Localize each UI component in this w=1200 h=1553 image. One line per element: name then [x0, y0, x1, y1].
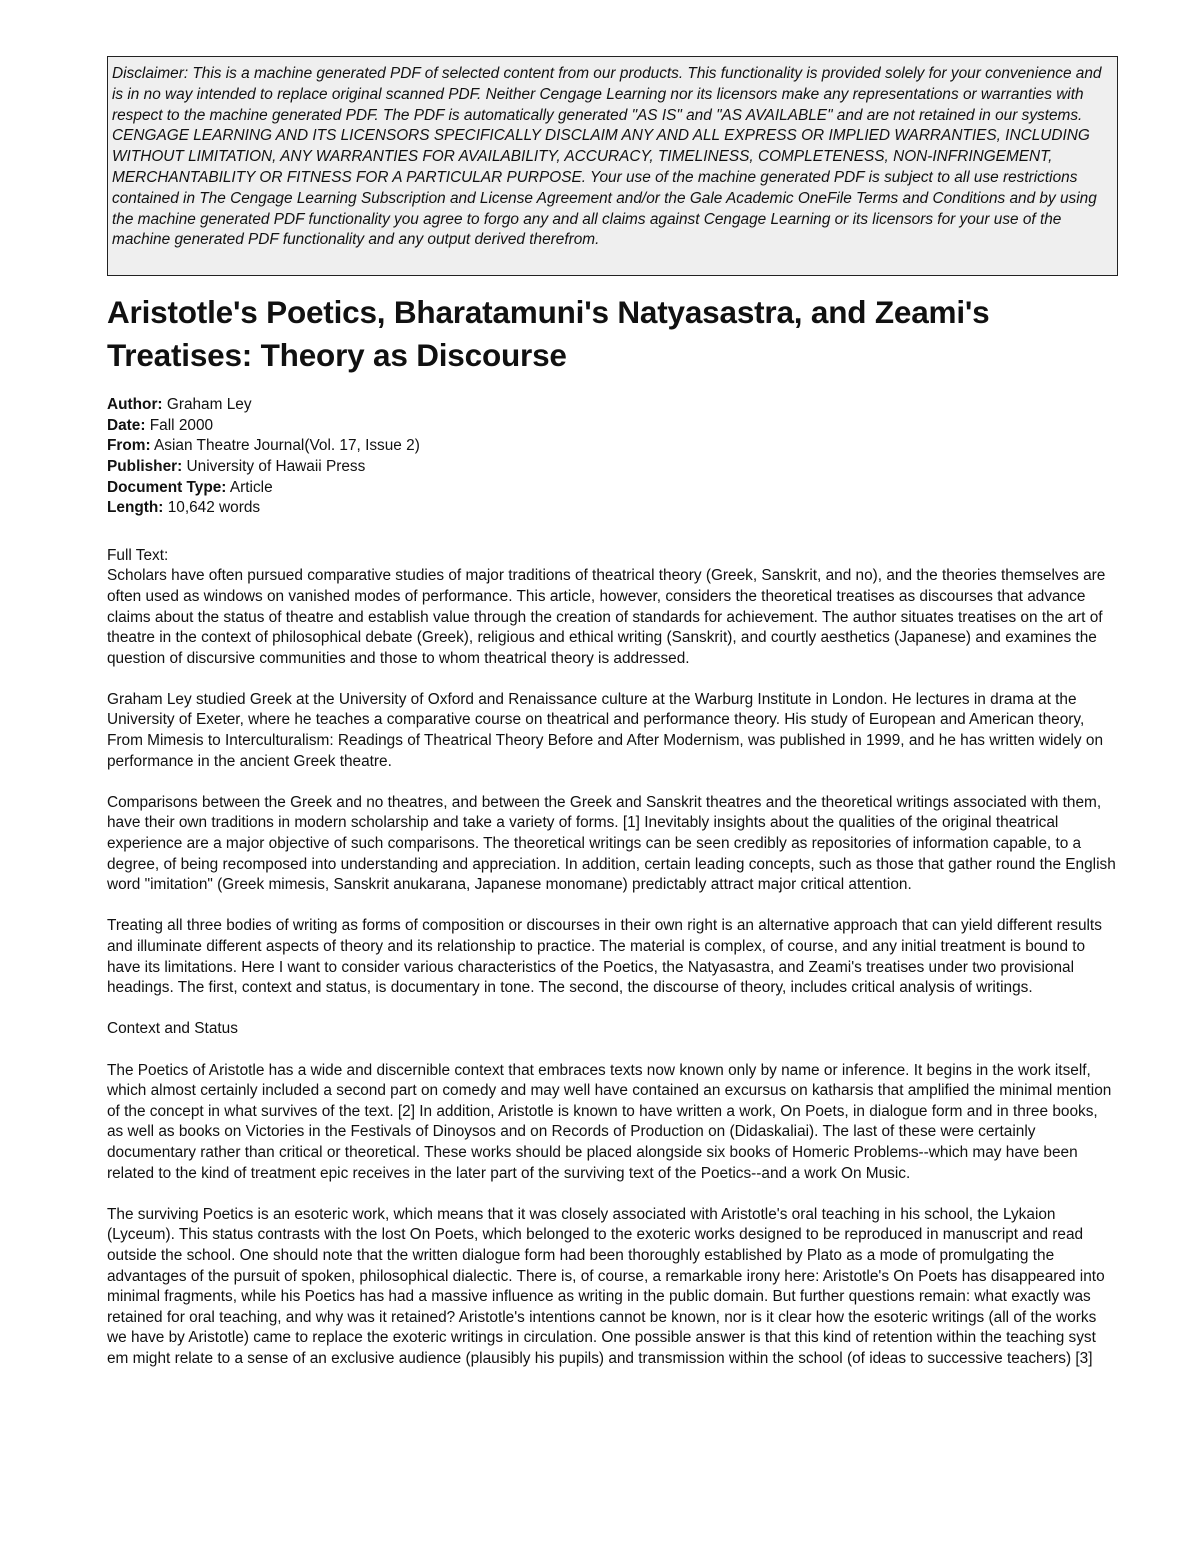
- meta-date-label: Date:: [107, 416, 146, 434]
- meta-length-value: 10,642 words: [167, 499, 261, 517]
- meta-from-label: From:: [107, 437, 151, 455]
- article-title: Aristotle's Poetics, Bharatamuni's Natyasastra, and Zeami's Treatises: Theory as Discourse: [107, 294, 990, 374]
- article-body: [107, 566, 1118, 1369]
- meta-author-label: Author:: [107, 396, 163, 414]
- body-paragraph: The surviving Poetics is an esoteric work, which means that it was closely associated with Aristotle's oral teaching in his school, the Lykaion (Lyceum). This status contrasts with the lost On Poets, which belonged to the exoteric works designed to be reproduced in manuscript and read outside the school. One should note that the written dialogue form had been thoroughly established by Plato as a mode of promulgating the advantages of the pursuit of spoken, philosophical dialectic. There is, of course, a remarkable irony here: Aristotle's On Poets has disappeared into minimal fragments, while his Poetics has had a massive influence as writing in the public domain. But further questions remain: what exactly was retained for oral teaching, and why was it retained? Aristotle's intentions cannot be known, nor is it clear how the esoteric writings (all of the works we have by Aristotle) came to replace the exoteric writings in circulation. One possible answer is that this kind of retention within the teaching syst em might relate to a sense of an exclusive audience (plausibly his pupils) and transmission within the school (of ideas to successive teachers) [3]: [107, 1205, 1105, 1367]
- meta-date-value: Fall 2000: [149, 416, 214, 434]
- body-paragraph: Scholars have often pursued comparative studies of major traditions of theatrical theory (Greek, Sanskrit, and no), and the theories themselves are often used as windows on vanished modes of performance. This article, however, considers the theoretical treatises as discourses that advance claims about the status of theatre and establish value through the creation of standards for achievement. The author situates treatises on the art of theatre in the context of philosophical debate (Greek), religious and ethical writing (Sanskrit), and courtly aesthetics (Japanese) and examines the question of discursive communities and those to whom theatrical theory is addressed.: [107, 567, 1106, 667]
- meta-author-value: Graham Ley: [166, 396, 252, 414]
- disclaimer-box: Disclaimer: This is a machine generated PDF of selected content from our products. This functionality is provided solely for your convenience and is in no way intended to replace original scanned PDF. Neither Cengage Learning nor its licensors make any representations or warranties with respect to the machine generated PDF. The PDF is automatically generated "AS IS" and "AS AVAILABLE" and are not retained in our systems. CENGAGE LEARNING AND ITS LICENSORS SPECIFICALLY DISCLAIM ANY AND ALL EXPRESS OR IMPLIED WARRANTIES, INCLUDING WITHOUT LIMITATION, ANY WARRANTIES FOR AVAILABILITY, ACCURACY, TIMELINESS, COMPLETENESS, NON-INFRINGEMENT, MERCHANTABILITY OR FITNESS FOR A PARTICULAR PURPOSE. Your use of the machine generated PDF is subject to all use restrictions contained in The Cengage Learning Subscription and License Agreement and/or the Gale Academic OneFile Terms and Conditions and by using the machine generated PDF functionality you agree to forgo any and all claims against Cengage Learning or its licensors for your use of the machine generated PDF functionality and any output derived therefrom.: [107, 56, 1118, 276]
- section-heading: Context and Status: [107, 1020, 238, 1038]
- meta-document-type: [107, 478, 1118, 499]
- body-paragraph: The Poetics of Aristotle has a wide and discernible context that embraces texts now known only by name or inference. It begins in the work itself, which almost certainly included a second part on comedy and may well have contained an excursus on katharsis that amplified the minimal mention of the concept in what survives of the text. [2] In addition, Aristotle is known to have written a work, On Poets, in dialogue form and in three books, as well as books on Victories in the Festivals of Dinoysos and on Records of Production on (Didaskaliai). The last of these were certainly documentary rather than critical or theoretical. These works should be placed alongside six books of Homeric Problems--which may have been related to the kind of treatment epic receives in the later part of the surviving text of the Poetics--and a work On Music.: [107, 1061, 1112, 1182]
- body-paragraph: Graham Ley studied Greek at the University of Oxford and Renaissance culture at the Warburg Institute in London. He lectures in drama at the University of Exeter, where he teaches a comparative course on theatrical and performance theory. His study of European and American theory, From Mimesis to Interculturalism: Readings of Theatrical Theory Before and After Modernism, was published in 1999, and he has written widely on performance in the ancient Greek theatre.: [107, 690, 1104, 770]
- body-paragraph: Comparisons between the Greek and no theatres, and between the Greek and Sanskrit theatres and the theoretical writings associated with them, have their own traditions in modern scholarship and take a variety of forms. [1] Inevitably insights about the qualities of the original theatrical experience are a major objective of such comparisons. The theoretical writings can be seen credibly as repositories of information capable, to a degree, of being recomposed into understanding and appreciation. In addition, certain leading concepts, such as those that gather round the English word "imitation" (Greek mimesis, Sanskrit anukarana, Japanese monomane) predictably attract major critical attention.: [107, 793, 1116, 894]
- meta-date: [107, 416, 1118, 437]
- article-metadata: [107, 395, 1118, 519]
- meta-author: [107, 395, 1118, 416]
- document-page: [107, 56, 1118, 1390]
- meta-publisher: [107, 457, 1118, 478]
- full-text-label: Full Text:: [107, 546, 169, 564]
- meta-publisher-value: University of Hawaii Press: [186, 457, 366, 475]
- body-paragraph: Treating all three bodies of writing as forms of composition or discourses in their own right is an alternative approach that can yield different results and illuminate different aspects of theory and its relationship to practice. The material is complex, of course, and any initial treatment is bound to have its limitations. Here I want to consider various characteristics of the Poetics, the Natyasastra, and Zeami's treatises under two provisional headings. The first, context and status, is documentary in tone. The second, the discourse of theory, includes critical analysis of writings.: [107, 917, 1102, 997]
- meta-length: [107, 498, 1118, 519]
- meta-from: [107, 436, 1118, 457]
- meta-document-type-label: Document Type:: [107, 478, 227, 496]
- meta-publisher-label: Publisher:: [107, 457, 183, 475]
- meta-from-value: Asian Theatre Journal(Vol. 17, Issue 2): [154, 437, 420, 455]
- meta-document-type-value: Article: [229, 478, 273, 496]
- meta-length-label: Length:: [107, 499, 164, 517]
